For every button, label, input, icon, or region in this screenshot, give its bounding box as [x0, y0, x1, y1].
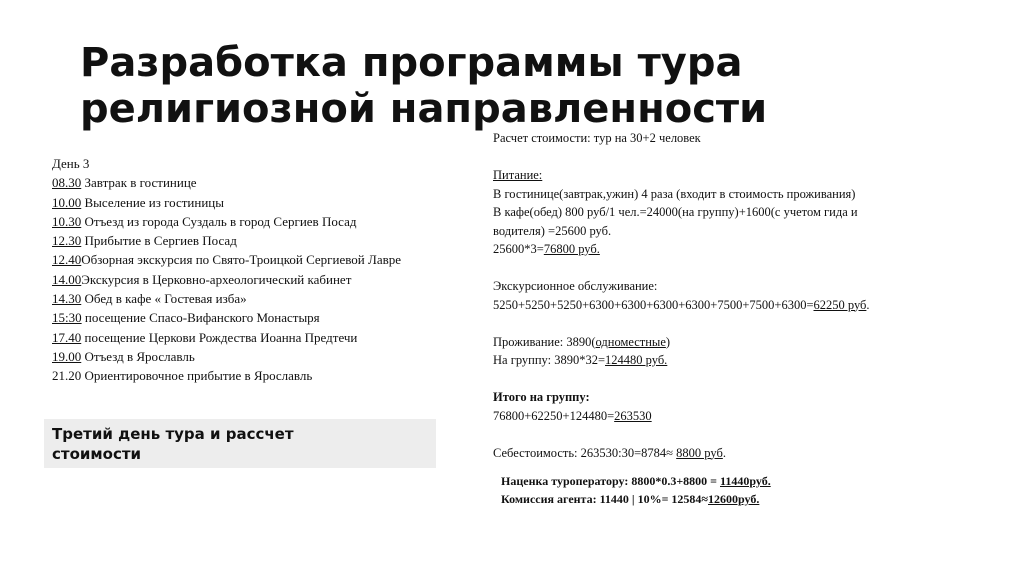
schedule-item — [52, 173, 472, 192]
excursion-sum — [493, 296, 963, 315]
schedule-item — [52, 366, 472, 385]
day-schedule — [52, 154, 472, 386]
food-cafe-line-2: водителя) =25600 руб. — [493, 223, 612, 238]
food-total-value: 76800 руб. — [543, 242, 600, 256]
title-line-1: Разработка программы тура — [80, 40, 743, 86]
food-hotel: В гостинице(завтрак,ужин) 4 раза (входит в стоимость проживания) — [493, 186, 856, 201]
excursion-sum-value: 62250 руб — [813, 297, 867, 312]
title-line-2: религиозной направленности — [80, 86, 768, 132]
slide-caption — [44, 419, 436, 468]
markup-value: 11440руб. — [720, 474, 771, 488]
markup-formula: Наценка туроператору: 8800*0.3+8800 = — [501, 474, 720, 488]
spacer — [493, 314, 963, 333]
spacer — [493, 259, 963, 278]
schedule-item — [52, 328, 472, 347]
schedule-item — [52, 270, 472, 289]
commission-value: 12600руб. — [708, 492, 760, 506]
schedule-item — [52, 212, 472, 231]
food-total-formula: 25600*3= — [493, 242, 544, 256]
schedule-time: 14.00 — [52, 271, 82, 287]
lodging-suffix: ) — [665, 334, 671, 349]
lodging-group-formula: На группу: 3890*32= — [493, 353, 606, 367]
lodging-type: одноместные — [595, 334, 666, 349]
operator-markup — [493, 472, 963, 490]
lodging-group — [493, 351, 963, 370]
cost-suffix: . — [722, 445, 726, 460]
schedule-time: 12.40 — [52, 252, 82, 268]
group-total-formula: 76800+62250+124480= — [493, 408, 615, 423]
food-total — [493, 240, 963, 259]
schedule-time: 12.30 — [52, 233, 82, 249]
spacer — [493, 370, 963, 389]
lodging-group-value: 124480 руб. — [605, 353, 668, 367]
lodging-prefix: Проживание: 3890( — [493, 334, 596, 349]
cost-calculation — [493, 129, 963, 508]
schedule-item — [52, 193, 472, 212]
group-total-title: Итого на группу: — [493, 390, 590, 404]
schedule-text: Обед в кафе « Гостевая изба» — [81, 291, 247, 307]
excursion-sum-suffix: . — [866, 297, 870, 312]
lodging — [493, 333, 963, 352]
schedule-item — [52, 231, 472, 250]
cost-formula: Себестоимость: 263530:30=8784≈ — [493, 445, 677, 460]
agent-commission — [493, 490, 963, 508]
schedule-text: Выселение из гостиницы — [81, 194, 224, 210]
calc-header: Расчет стоимости: тур на 30+2 человек — [493, 131, 701, 145]
schedule-text: посещение Спасо-Вифанского Монастыря — [81, 310, 320, 326]
commission-formula: Комиссия агента: 11440 | 10%= 12584≈ — [501, 492, 708, 506]
schedule-text: Обзорная экскурсия по Свято-Троицкой Сергиевой Лавре — [81, 252, 401, 268]
schedule-time: 10.00 — [52, 194, 82, 210]
schedule-time: 14.30 — [52, 291, 82, 307]
caption-line-1: Третий день тура и рассчет — [52, 425, 294, 443]
cost-value: 8800 руб — [676, 445, 723, 460]
spacer — [493, 462, 963, 472]
group-total-value: 263530 — [614, 408, 652, 423]
schedule-time: 08.30 — [52, 175, 82, 191]
schedule-text: Завтрак в гостинице — [81, 175, 197, 191]
excursion-title: Экскурсионное обслуживание: — [493, 279, 658, 293]
food-title: Питание: — [493, 168, 543, 182]
spacer — [493, 425, 963, 444]
schedule-item — [52, 289, 472, 308]
excursion-sum-formula: 5250+5250+5250+6300+6300+6300+6300+7500+7500+6300= — [493, 297, 814, 312]
schedule-item — [52, 308, 472, 327]
group-total — [493, 407, 963, 426]
caption-line-2: стоимости — [52, 445, 142, 463]
food-cafe-line-1: В кафе(обед) 800 руб/1 чел.=24000(на группу)+1600(с учетом гида и — [493, 205, 858, 219]
schedule-text: посещение Церкови Рождества Иоанна Предтечи — [81, 329, 358, 345]
schedule-text: Отъезд в Ярославль — [81, 348, 195, 364]
schedule-text: Отъезд из города Суздаль в город Сергиев Посад — [81, 213, 357, 229]
schedule-text: 21.20 Ориентировочное прибытие в Ярославль — [52, 368, 313, 384]
schedule-item — [52, 347, 472, 366]
schedule-text: Экскурсия в Церковно-археологический кабинет — [81, 271, 352, 287]
cost-per-person — [493, 444, 963, 463]
schedule-time: 17.40 — [52, 329, 82, 345]
slide-title — [80, 40, 940, 132]
spacer — [493, 148, 963, 167]
schedule-text: Прибытие в Сергиев Посад — [81, 233, 237, 249]
schedule-day-heading: День 3 — [52, 156, 90, 171]
schedule-item — [52, 250, 472, 269]
schedule-time: 19.00 — [52, 348, 82, 364]
schedule-time: 10.30 — [52, 213, 82, 229]
schedule-time: 15:30 — [52, 310, 82, 326]
